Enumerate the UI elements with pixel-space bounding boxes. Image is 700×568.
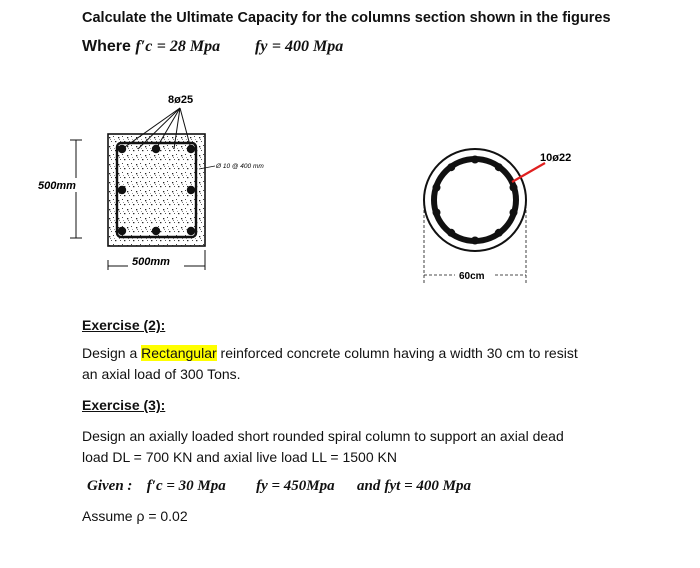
assume-ratio: Assume ρ = 0.02 (82, 508, 188, 524)
rebar (471, 237, 479, 245)
exercise-2-line-2: an axial load of 300 Tons. (82, 366, 241, 382)
height-label: 500mm (38, 180, 76, 192)
rebar (447, 229, 455, 237)
exercise-2-text (82, 343, 578, 385)
square-bars-label: 8ø25 (168, 94, 194, 106)
exercise-3-line-1: Design an axially loaded short rounded spiral column to support an axial dead (82, 428, 564, 444)
circular-column-section (424, 149, 571, 285)
rebar (118, 186, 126, 194)
exercise-3-heading: Exercise (3): (82, 397, 166, 413)
width-label: 500mm (132, 256, 170, 268)
fy-symbol: fy (255, 38, 268, 55)
given-fyt: fyt = 400 Mpa (384, 478, 471, 494)
given-fc: f′c = 30 Mpa (146, 478, 226, 494)
rebar (510, 184, 518, 192)
highlighted-word: Rectangular (141, 345, 217, 361)
given-and: and (357, 478, 381, 494)
rebar (187, 227, 195, 235)
fy-value: = 400 Mpa (271, 38, 344, 55)
rebar (495, 229, 503, 237)
exercise-3-text (82, 426, 564, 468)
given-label: Given : (87, 478, 133, 494)
exercise-3-line-2: load DL = 700 KN and axial live load LL = 1500 KN (82, 449, 397, 465)
given-fy: fy = 450Mpa (256, 478, 335, 494)
rebar (433, 209, 441, 217)
rebar (187, 186, 195, 194)
problem-title: Calculate the Ultimate Capacity for the columns section shown in the figures (82, 10, 611, 26)
square-column-section (34, 94, 264, 270)
rebar (152, 227, 160, 235)
circle-column-outline (424, 149, 526, 251)
circle-bars-label: 10ø22 (540, 152, 572, 164)
rebar (118, 227, 126, 235)
rebar (433, 184, 441, 192)
exercise-2-text-end: reinforced concrete column having a width 30 cm to resist (216, 345, 578, 361)
given-values (87, 477, 471, 495)
fc-symbol: f′c (135, 38, 153, 55)
rebar (447, 163, 455, 171)
fc-value: = 28 Mpa (156, 38, 221, 55)
rebar (471, 156, 479, 164)
rebar (495, 163, 503, 171)
exercise-2-heading: Exercise (2): (82, 317, 166, 333)
tie-label: Ø 10 @ 400 mm (216, 163, 264, 170)
exercise-2-text-start: Design a (82, 345, 142, 361)
rebar (510, 209, 518, 217)
diameter-label: 60cm (459, 271, 485, 282)
where-label: Where (82, 38, 131, 55)
